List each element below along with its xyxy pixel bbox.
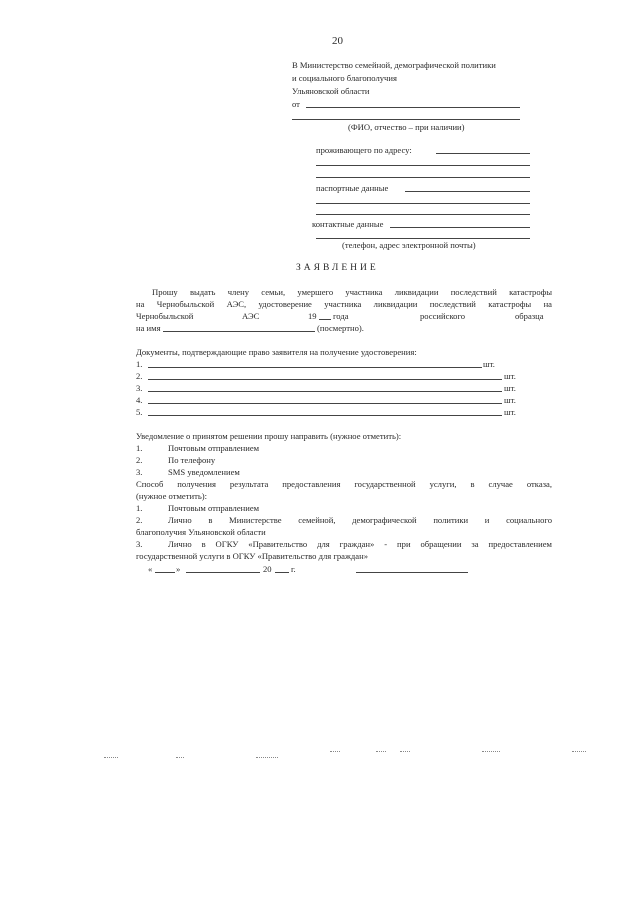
scan-artifact bbox=[104, 757, 118, 758]
address-field-line-2[interactable] bbox=[316, 165, 530, 166]
document-item-field[interactable] bbox=[148, 391, 502, 392]
method-heading-line-1: Способ получения результата предоставления государственной услуги, в случае отказа, bbox=[136, 479, 552, 489]
recipient-line-2: и социального благополучия bbox=[292, 73, 397, 83]
notify-option-label[interactable]: Почтовым отправлением bbox=[168, 443, 260, 453]
notify-option-num: 3. bbox=[136, 467, 143, 477]
document-item-field[interactable] bbox=[148, 415, 502, 416]
request-line-2: на Чернобыльской АЭС, удостоверение участника ликвидации последствий катастрофы на bbox=[136, 299, 552, 309]
from-label: от bbox=[292, 99, 300, 109]
request-line-3-d: года bbox=[333, 311, 349, 321]
date-year-prefix: 20 bbox=[263, 564, 272, 574]
recipient-line-1: В Министерство семейной, демографической политики bbox=[292, 60, 496, 70]
request-line-3-e: российского bbox=[420, 311, 466, 321]
request-line-3-f: образца bbox=[515, 311, 544, 321]
method-heading-line-2: (нужное отметить): bbox=[136, 491, 208, 501]
recipient-line-3: Ульяновской области bbox=[292, 86, 370, 96]
passport-field-line-2[interactable] bbox=[316, 203, 530, 204]
document-item-field[interactable] bbox=[148, 379, 502, 380]
document-item-num: 2. bbox=[136, 371, 143, 381]
contacts-field-line-1[interactable] bbox=[390, 227, 530, 228]
request-line-3-c: 19 bbox=[308, 311, 317, 321]
date-day-field[interactable] bbox=[155, 572, 175, 573]
notify-option-num: 1. bbox=[136, 443, 143, 453]
contacts-field-line-2[interactable] bbox=[316, 238, 530, 239]
document-item-unit: шт. bbox=[504, 395, 516, 405]
request-line-3-b: АЭС bbox=[242, 311, 260, 321]
address-field-line-3[interactable] bbox=[316, 177, 530, 178]
notify-option-num: 2. bbox=[136, 455, 143, 465]
method-option-label[interactable]: Лично в ОГКУ «Правительство для граждан» - при обращении за предоставлением bbox=[168, 539, 552, 549]
request-line-1: Прошу выдать члену семьи, умершего участника ликвидации последствий катастрофы bbox=[152, 287, 552, 297]
method-option-label-cont: благополучия Ульяновской области bbox=[136, 527, 266, 537]
document-item-num: 1. bbox=[136, 359, 143, 369]
scan-artifact bbox=[176, 757, 184, 758]
year-field-line[interactable] bbox=[319, 319, 331, 320]
method-option-label[interactable]: Лично в Министерстве семейной, демографической политики и социального bbox=[168, 515, 552, 525]
document-item-unit: шт. bbox=[504, 371, 516, 381]
passport-field-line-1[interactable] bbox=[405, 191, 530, 192]
document-item-unit: шт. bbox=[504, 383, 516, 393]
document-item-unit: шт. bbox=[504, 407, 516, 417]
method-option-num: 3. bbox=[136, 539, 143, 549]
passport-label: паспортные данные bbox=[316, 183, 389, 193]
contacts-hint: (телефон, адрес электронной почты) bbox=[342, 240, 476, 250]
date-year-field[interactable] bbox=[275, 572, 289, 573]
document-item-num: 3. bbox=[136, 383, 143, 393]
scan-artifact bbox=[400, 751, 410, 752]
address-field-line-1[interactable] bbox=[436, 153, 530, 154]
method-option-num: 2. bbox=[136, 515, 143, 525]
date-quote-close: » bbox=[176, 564, 181, 574]
fio-hint: (ФИО, отчество – при наличии) bbox=[348, 122, 465, 132]
notify-heading: Уведомление о принятом решении прошу направить (нужное отметить): bbox=[136, 431, 402, 441]
request-line-3-a: Чернобыльской bbox=[136, 311, 194, 321]
scan-artifact bbox=[572, 751, 586, 752]
request-line-4-b: (посмертно). bbox=[317, 323, 364, 333]
date-month-field[interactable] bbox=[186, 572, 260, 573]
signature-field[interactable] bbox=[356, 572, 468, 573]
passport-field-line-3[interactable] bbox=[316, 214, 530, 215]
scan-artifact bbox=[482, 751, 500, 752]
notify-option-label[interactable]: По телефону bbox=[168, 455, 216, 465]
scan-artifact bbox=[330, 751, 340, 752]
method-option-label-cont: государственной услуги в ОГКУ «Правительство для граждан» bbox=[136, 551, 369, 561]
from-field-line-2[interactable] bbox=[292, 119, 520, 120]
request-line-4-a: на имя bbox=[136, 323, 161, 333]
page-number: 20 bbox=[332, 35, 343, 47]
name-field-line[interactable] bbox=[163, 331, 315, 332]
contacts-label: контактные данные bbox=[312, 219, 384, 229]
date-suffix: г. bbox=[291, 564, 296, 574]
document-item-field[interactable] bbox=[148, 367, 482, 368]
document-item-num: 4. bbox=[136, 395, 143, 405]
date-quote-open: « bbox=[148, 564, 153, 574]
document-title: ЗАЯВЛЕНИЕ bbox=[296, 263, 379, 273]
documents-heading: Документы, подтверждающие право заявителя на получение удостоверения: bbox=[136, 347, 417, 357]
from-field-line[interactable] bbox=[306, 107, 520, 108]
notify-option-label[interactable]: SMS уведомлением bbox=[168, 467, 240, 477]
method-option-label[interactable]: Почтовым отправлением bbox=[168, 503, 260, 513]
scan-artifact bbox=[256, 757, 278, 758]
address-label: проживающего по адресу: bbox=[316, 145, 412, 155]
document-item-num: 5. bbox=[136, 407, 143, 417]
method-option-num: 1. bbox=[136, 503, 143, 513]
document-item-unit: шт. bbox=[483, 359, 495, 369]
document-item-field[interactable] bbox=[148, 403, 502, 404]
scan-artifact bbox=[376, 751, 386, 752]
